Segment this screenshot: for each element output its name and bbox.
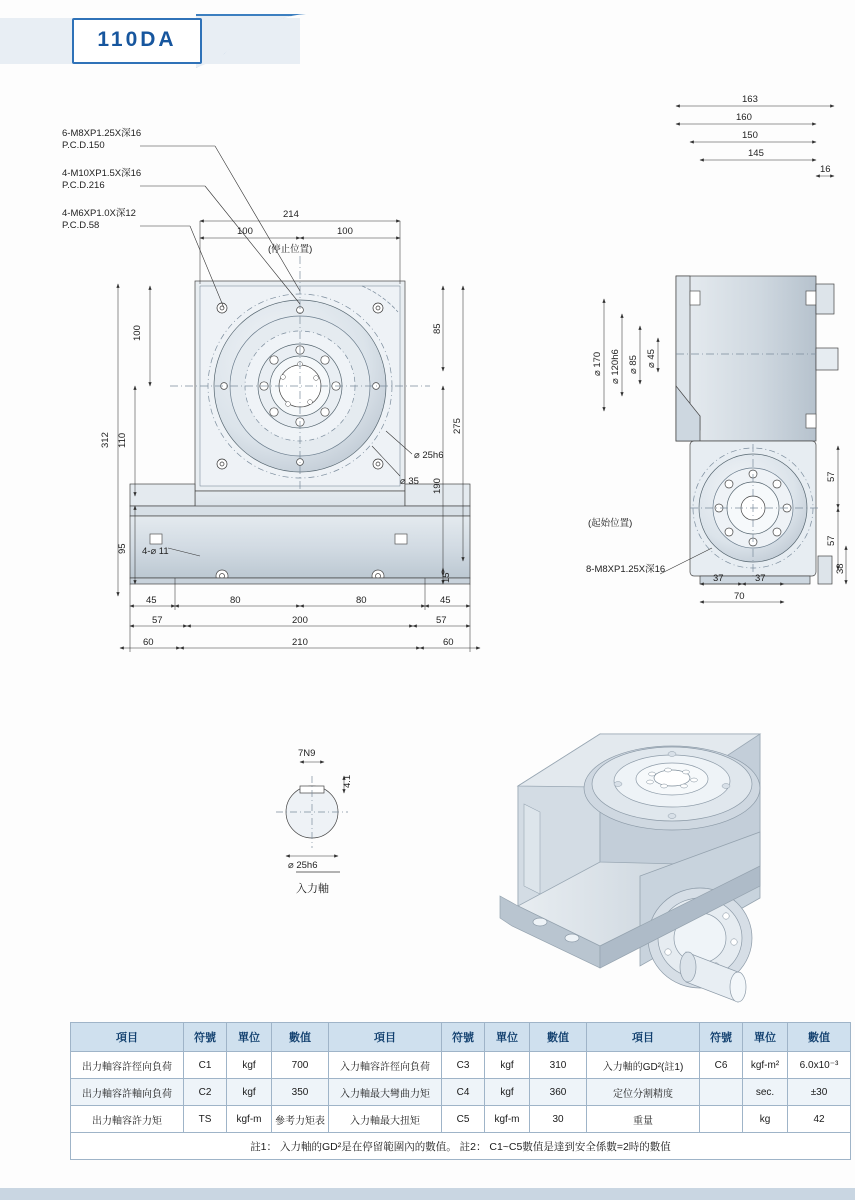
dim-57a: 57 xyxy=(152,615,163,626)
dim-85: 85 xyxy=(432,323,443,334)
header-unit-2: 單位 xyxy=(485,1023,530,1052)
dim-163: 163 xyxy=(742,94,758,105)
cell-symbol: TS xyxy=(184,1106,227,1133)
cell-symbol: C2 xyxy=(184,1079,227,1106)
label-stop-position: (停止位置) xyxy=(268,244,313,255)
cell-value: 310 xyxy=(530,1052,587,1079)
cell-value: 參考力矩表 xyxy=(272,1106,329,1133)
dim-16: 16 xyxy=(820,164,831,175)
dim-37b: 37 xyxy=(755,573,766,584)
drawing-canvas xyxy=(0,86,855,1006)
dim-100a: 100 xyxy=(237,226,253,237)
cell-unit: kg xyxy=(743,1106,788,1133)
dim-shaft-25h6: ⌀ 25h6 xyxy=(288,860,318,871)
spec-table-header-row xyxy=(71,1023,851,1052)
header-swoosh-shape xyxy=(196,14,306,68)
cell-value: 700 xyxy=(272,1052,329,1079)
dim-150: 150 xyxy=(742,130,758,141)
page-title: 110DA xyxy=(97,28,177,51)
dim-160: 160 xyxy=(736,112,752,123)
cell-item: 出力軸容許力矩 xyxy=(71,1106,184,1133)
callout-4: 8-M8XP1.25X深16 xyxy=(586,564,666,575)
dim-45a: 45 xyxy=(146,595,157,606)
dim-100b: 100 xyxy=(337,226,353,237)
header-value-3: 數值 xyxy=(788,1023,851,1052)
dim-145: 145 xyxy=(748,148,764,159)
dim-57-side-a: 57 xyxy=(826,471,837,482)
dim-37a: 37 xyxy=(713,573,724,584)
cell-symbol xyxy=(700,1106,743,1133)
label-key-7n9: 7N9 xyxy=(298,748,316,759)
dim-214: 214 xyxy=(283,209,299,220)
dim-200: 200 xyxy=(292,615,308,626)
cell-unit: kgf-m xyxy=(485,1106,530,1133)
cell-symbol: C1 xyxy=(184,1052,227,1079)
cell-value: 350 xyxy=(272,1079,329,1106)
header-item-2: 項目 xyxy=(329,1023,442,1052)
table-row xyxy=(71,1052,851,1079)
cell-item: 定位分割精度 xyxy=(587,1079,700,1106)
cell-item: 入力軸容許徑向負荷 xyxy=(329,1052,442,1079)
dim-70: 70 xyxy=(734,591,745,602)
dim-57b: 57 xyxy=(436,615,447,626)
cell-value: 30 xyxy=(530,1106,587,1133)
dim-60a: 60 xyxy=(143,637,154,648)
header-symbol-3: 符號 xyxy=(700,1023,743,1052)
dim-275: 275 xyxy=(452,418,463,434)
callout-2: 4-M10XP1.5X深16 xyxy=(62,168,142,179)
table-row xyxy=(71,1079,851,1106)
dim-25h6-front: ⌀ 25h6 xyxy=(414,450,444,461)
label-input-shaft: 入力軸 xyxy=(296,883,329,895)
cell-item: 重量 xyxy=(587,1106,700,1133)
cell-unit: kgf xyxy=(227,1052,272,1079)
dim-45b: 45 xyxy=(440,595,451,606)
cell-item: 入力軸的GD²(註1) xyxy=(587,1052,700,1079)
callout-1: 6-M8XP1.25X深16 xyxy=(62,128,142,139)
cell-unit: kgf-m xyxy=(227,1106,272,1133)
label-start-position: (起始位置) xyxy=(588,518,633,529)
dim-4xd11: 4-⌀ 11 xyxy=(142,546,169,557)
table-row xyxy=(71,1106,851,1133)
cell-item: 出力軸容許軸向負荷 xyxy=(71,1079,184,1106)
cell-unit: kgf xyxy=(227,1079,272,1106)
callout-3b: P.C.D.58 xyxy=(62,220,100,231)
dim-95: 95 xyxy=(117,543,128,554)
dim-100-left: 100 xyxy=(132,325,143,341)
header-unit-1: 單位 xyxy=(227,1023,272,1052)
cell-symbol: C4 xyxy=(442,1079,485,1106)
cell-symbol: C5 xyxy=(442,1106,485,1133)
table-note: 註1： 入力軸的GD²是在停留範圍內的數值。 註2： C1~C5數值是達到安全係數=2時的數值 xyxy=(71,1133,851,1160)
header-symbol-1: 符號 xyxy=(184,1023,227,1052)
dim-35: ⌀ 35 xyxy=(400,476,419,487)
table-note-row xyxy=(71,1133,851,1160)
dim-80a: 80 xyxy=(230,595,241,606)
cell-unit: kgf xyxy=(485,1079,530,1106)
spec-table-container xyxy=(70,1022,839,1160)
header-unit-3: 單位 xyxy=(743,1023,788,1052)
dim-210: 210 xyxy=(292,637,308,648)
dim-dia45: ⌀ 45 xyxy=(646,349,657,368)
cell-value: 42 xyxy=(788,1106,851,1133)
dim-60b: 60 xyxy=(443,637,454,648)
dim-dia85: ⌀ 85 xyxy=(628,355,639,374)
cell-unit: kgf xyxy=(485,1052,530,1079)
callout-1b: P.C.D.150 xyxy=(62,140,105,151)
dim-38: 38 xyxy=(835,563,846,574)
label-key-depth: 4.1 xyxy=(342,774,353,788)
product-3d-view xyxy=(500,734,760,1002)
cell-value: ±30 xyxy=(788,1079,851,1106)
side-view xyxy=(676,276,838,584)
dim-57-side-b: 57 xyxy=(826,535,837,546)
cell-unit: kgf-m² xyxy=(743,1052,788,1079)
dim-dia170: ⌀ 170 xyxy=(592,351,603,376)
cell-item: 入力軸最大扭矩 xyxy=(329,1106,442,1133)
spec-table xyxy=(70,1022,851,1160)
input-shaft-detail xyxy=(276,762,348,872)
header-value-2: 數值 xyxy=(530,1023,587,1052)
cell-value: 360 xyxy=(530,1079,587,1106)
cell-item: 出力軸容許徑向負荷 xyxy=(71,1052,184,1079)
dim-190: 190 xyxy=(432,478,443,494)
header-symbol-2: 符號 xyxy=(442,1023,485,1052)
cell-symbol: C3 xyxy=(442,1052,485,1079)
dim-15: 15 xyxy=(441,572,452,583)
cell-item: 入力軸最大彎曲力矩 xyxy=(329,1079,442,1106)
dim-dia120h6: ⌀ 120h6 xyxy=(610,349,621,384)
dim-110: 110 xyxy=(117,432,128,448)
cell-value: 6.0x10⁻³ xyxy=(788,1052,851,1079)
cell-symbol xyxy=(700,1079,743,1106)
footer-bar xyxy=(0,1188,855,1200)
front-view xyxy=(130,256,470,584)
callout-3: 4-M6XP1.0X深12 xyxy=(62,208,136,219)
dim-312: 312 xyxy=(100,432,111,448)
technical-drawing xyxy=(0,86,855,1006)
dim-80b: 80 xyxy=(356,595,367,606)
callout-2b: P.C.D.216 xyxy=(62,180,105,191)
cell-unit: sec. xyxy=(743,1079,788,1106)
header-value-1: 數值 xyxy=(272,1023,329,1052)
header-item-1: 項目 xyxy=(71,1023,184,1052)
page-header xyxy=(0,0,855,86)
cell-symbol: C6 xyxy=(700,1052,743,1079)
header-item-3: 項目 xyxy=(587,1023,700,1052)
